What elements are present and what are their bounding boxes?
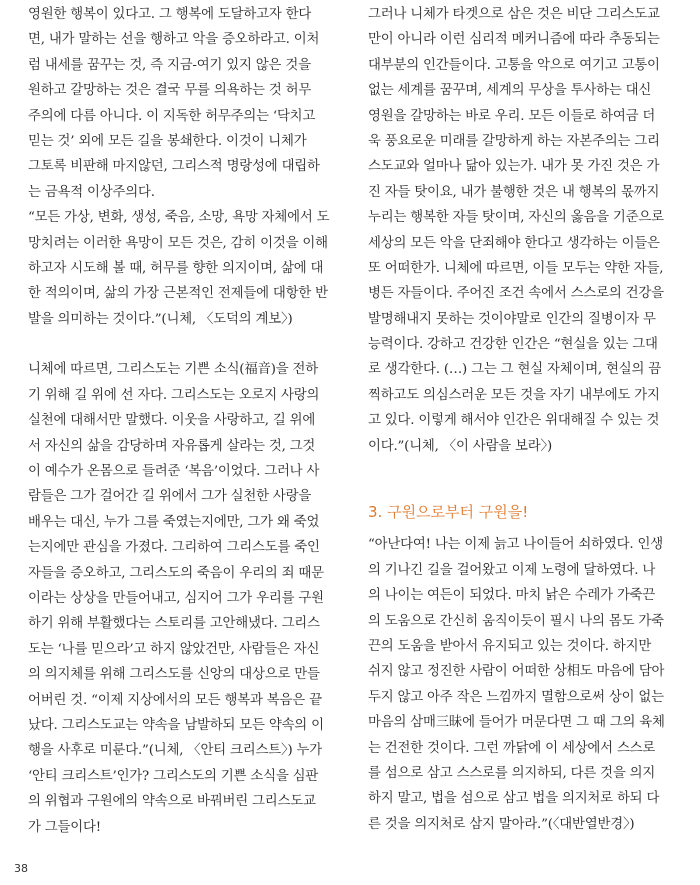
text-line: 망치려는 이러한 욕망이 모든 것은, 감히 이것을 이해 [28,235,328,251]
text-line: 쉬지 않고 정진한 사람이 어떠한 상相도 마음에 담아 [368,664,665,680]
text-line: 한 적의이며, 삶의 가장 근본적인 전제들에 대항한 반 [28,286,328,302]
text-line: 마음의 삼매三昧에 들어가 머문다면 그 때 그의 육체 [368,715,665,731]
page-number: 38 [14,862,28,875]
text-line: 가 그들이다! [28,819,101,835]
nietzsche-quote [28,205,334,332]
text-line: 이라는 상상을 만들어내고, 심지어 그가 우리를 구원 [28,590,324,606]
text-line: 는 건전한 것이다. 그런 까닭에 이 세상에서 스스로 [368,740,656,756]
text-line: “모든 가상, 변화, 생성, 죽음, 소망, 욕망 자체에서 도 [28,210,330,226]
text-line: 는 금욕적 이상주의다. [28,184,155,200]
text-line: 실천에 대해서만 말했다. 이웃을 사랑하고, 길 위에 [28,413,316,429]
text-line: 원하고 갈망하는 것은 결국 무를 의욕하는 것 허무 [28,83,312,99]
text-line: 의 의지체를 위해 그리스도를 신앙의 대상으로 만들 [28,667,320,683]
text-line: 서 자신의 삶을 감당하며 자유롭게 살라는 것, 그것 [28,438,316,454]
text-line: 세상의 모든 악을 단죄해야 한다고 생각하는 이들은 [368,235,660,251]
text-line: 끈의 도움을 받아서 유지되고 있는 것이다. 하지만 [368,638,652,654]
text-line: “아난다여! 나는 이제 늙고 나이들어 쇠하였다. 인생 [368,537,663,553]
text-line: 만이 아니라 이런 심리적 메커니즘에 따라 추동되는 [368,32,660,48]
text-line: 누리는 행복한 자들 탓이며, 자신의 옳음을 기준으로 [368,210,664,226]
text-line: 어버린 것. “이제 지상에서의 모든 행복과 복음은 끝 [28,692,322,708]
text-line: 자들을 증오하고, 그리스도의 죽음이 우리의 죄 때문 [28,565,324,581]
text-line: 없는 세계를 꿈꾸며, 세계의 무상을 투사하는 대신 [368,83,652,99]
paragraph [368,2,674,459]
text-line: 기 위해 길 위에 선 자다. 그리스도는 오로지 사랑의 [28,387,320,403]
text-line: 이 예수가 온몸으로 들려준 ‘복음’이었다. 그러나 사 [28,464,320,480]
left-column [28,2,334,840]
text-line: 진 자들 탓이요, 내가 불행한 것은 내 행복의 몫까지 [368,184,660,200]
text-line: 났다. 그리스도교는 약속을 남발하되 모든 약속의 이 [28,717,324,733]
text-line: 도는 ‘나를 믿으라’고 하지 않았건만, 사람들은 자신 [28,641,320,657]
text-line: 른 것을 의지처로 삼지 말아라.”(〈대반열반경〉) [368,816,635,832]
text-line: 찍하고도 의심스러운 모든 것을 자기 내부에도 가지 [368,387,660,403]
paragraph [368,532,674,837]
text-line: 니체에 따르면, 그리스도는 기쁜 소식(福音)을 전하 [28,362,319,378]
text-line: 하고자 시도해 볼 때, 허무를 향한 의지이며, 삶에 대 [28,260,324,276]
text-line: 대부분의 인간들이다. 고통을 악으로 여기고 고통이 [368,57,660,73]
text-line: 그토록 비판해 마지않던, 그리스적 명랑성에 대립하 [28,159,320,175]
text-line: 주의에 다름 아니다. 이 지독한 허무주의는 ‘닥치고 [28,108,316,124]
text-line: 람들은 그가 걸어간 길 위에서 그가 실천한 사랑을 [28,489,312,505]
text-line: 럼 내세를 꿈꾸는 것, 즉 지금-여기 있지 않은 것을 [28,57,311,73]
text-line: ‘안티 크리스트’인가? 그리스도의 기쁜 소식을 심판 [28,768,319,784]
text-line: 하지 말고, 법을 섬으로 삼고 법을 의지처로 하되 다 [368,791,660,807]
text-line: 영원을 갈망하는 바로 우리. 모든 이들로 하여금 더 [368,108,656,124]
text-line: 면, 내가 말하는 선을 행하고 악을 증오하라고. 이처 [28,32,320,48]
text-line: 배우는 대신, 누가 그를 죽였는지에만, 그가 왜 죽었 [28,514,320,530]
text-line: 영원한 행복이 있다고. 그 행복에 도달하고자 한다 [28,7,312,22]
text-line: 의 도움으로 간신히 움직이듯이 필시 나의 몸도 가죽 [368,613,664,629]
text-line: 의 나이는 여든이 되었다. 마치 낡은 수레가 가죽끈 [368,588,656,604]
text-line: 두지 않고 아주 작은 느낌까지 멸함으로써 상이 없는 [368,689,664,705]
text-line: 로 생각한다. (…) 그는 그 현실 자체이며, 현실의 끔 [368,362,662,378]
text-line: 또 어떠한가. 니체에 따르면, 이들 모두는 약한 자들, [368,260,664,276]
section-heading: 3. 구원으로부터 구원을! [368,503,529,522]
text-line: 병든 자들이다. 주어진 조건 속에서 스스로의 건강을 [368,286,664,302]
paragraph-gap [368,459,674,484]
text-line: 고 있다. 이렇게 해서야 인간은 위대해질 수 있는 것 [368,413,660,429]
text-line: 이다.”(니체, 〈이 사람을 보라〉) [368,438,553,454]
text-line: 욱 풍요로운 미래를 갈망하게 하는 자본주의는 그리 [368,133,660,149]
paragraph [28,2,334,205]
right-column [368,2,674,837]
text-line: 는지에만 관심을 가졌다. 그리하여 그리스도를 죽인 [28,540,320,556]
text-line: 를 섬으로 삼고 스스로를 의지하되, 다른 것을 의지 [368,765,656,781]
text-line: 의 기나긴 길을 걸어왔고 이제 노령에 달하였다. 나 [368,562,656,578]
paragraph-gap [28,332,334,357]
text-line: 스도교와 얼마나 닮아 있는가. 내가 못 가진 것은 가 [368,159,660,175]
text-line: 의 위협과 구원에의 약속으로 바꿔버린 그리스도교 [28,794,316,810]
text-line: 하기 위해 부활했다는 스토리를 고안해냈다. 그리스 [28,616,320,632]
text-line: 발을 의미하는 것이다.”(니체, 〈도덕의 계보〉) [28,311,293,327]
text-line: 믿는 것’ 외에 모든 길을 봉쇄한다. 이것이 니체가 [28,133,307,149]
text-line: 행을 사후로 미룬다.”(니체, 〈안티 크리스트〉) 누가 [28,743,323,759]
text-line: 그러나 니체가 타겟으로 삼은 것은 비단 그리스도교 [368,7,660,22]
paragraph [28,357,334,839]
text-line: 발명해내지 못하는 것이야말로 인간의 질병이자 무 [368,311,656,327]
text-line: 능력이다. 강하고 건강한 인간은 “현실을 있는 그대 [368,337,658,353]
